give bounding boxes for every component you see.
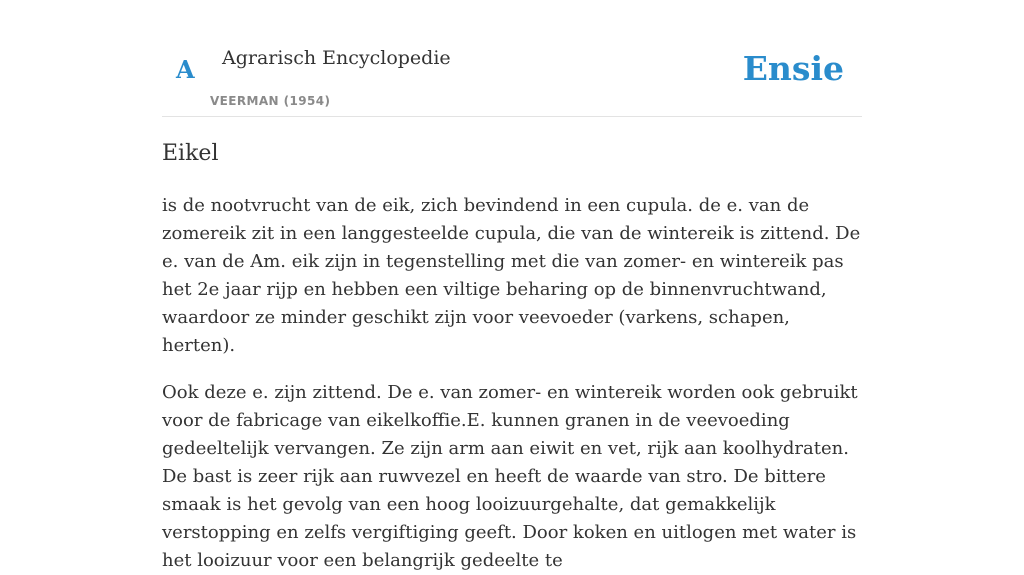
ensie-brand-logo[interactable]: Ensie xyxy=(742,49,844,88)
article xyxy=(162,136,864,575)
article-paragraph: is de nootvrucht van de eik, zich bevindend in een cupula. de e. van de zomereik zit in een langgesteelde cupula, die van de wintereik is zittend. De e. van de Am. eik zijn in tegenstelling met die van zomer- en wintereik pas het 2e jaar rijp en hebben een viltige beharing op de binnenvruchtwand, waardoor ze minder geschikt zijn voor veevoeder (varkens, schapen, herten). xyxy=(162,195,861,356)
work-logo-letter[interactable]: A xyxy=(176,55,195,84)
work-author-year: VEERMAN (1954) xyxy=(210,94,331,108)
work-title-link[interactable]: Agrarisch Encyclopedie xyxy=(222,47,451,69)
article-title: Eikel xyxy=(162,141,219,166)
work-header xyxy=(162,0,862,117)
article-body xyxy=(162,192,864,575)
article-paragraph: Ook deze e. zijn zittend. De e. van zomer- en wintereik worden ook gebruikt voor de fabricage van eikelkoffie.E. kunnen granen in de veevoeding gedeeltelijk vervangen. Ze zijn arm aan eiwit en vet, rijk aan koolhydraten. De bast is zeer rijk aan ruwvezel en heeft de waarde van stro. De bittere smaak is het gevolg van een hoog looizuurgehalte, dat gemakkelijk verstopping en zelfs vergiftiging geeft. Door koken en uitlogen met water is het looizuur voor een belangrijk gedeelte te xyxy=(162,382,858,571)
